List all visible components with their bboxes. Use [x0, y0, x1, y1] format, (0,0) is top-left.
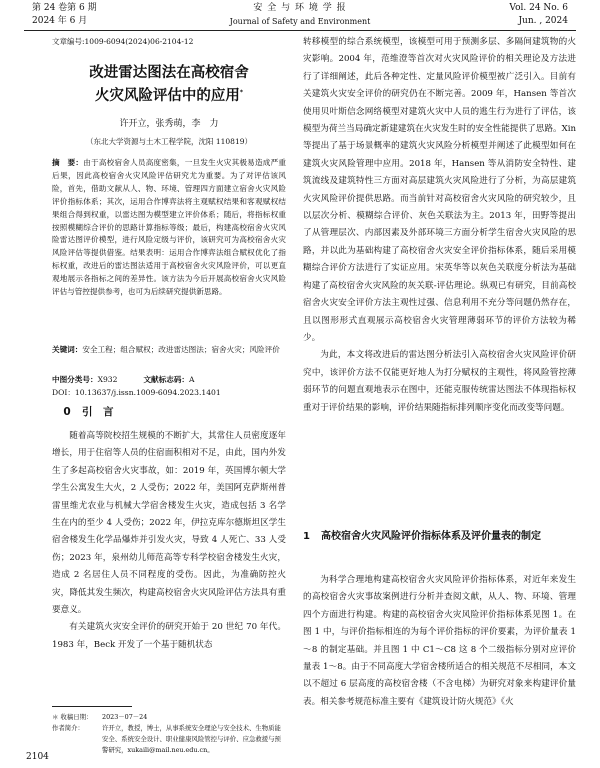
abstract [52, 157, 286, 299]
keywords-label: 关键词： [52, 345, 83, 354]
journal-volume-left: 第 24 卷第 6 期 2024 年 6 月 [32, 3, 97, 26]
right-column-body [303, 34, 576, 417]
paragraph: 转移模型的综合系统模型，该模型可用于预测多层、多隔间建筑物的火灾影响。2004 年，范维澄等首次对火灾风险评价的相关理论及方法进行了详细阐述，此后各种定性、定量风险评价模型被广泛引入。目前有关建筑火灾安全评价的研究仍在不断完善。2009 年，Hansen 等首次使用贝叶斯信念网络模型对建筑火灾中人员的逃生行为进行了评估，该模型为荷兰当局确定新建建筑在火灾发生时的安全性能提供了思路。Xin 等提出了基于场景概率的建筑火灾风险分析模型并阐述了此模型如何在建筑火灾风险管理中应用。2018 年，Hansen 等从消防安全特性、建筑流线及建筑特性三方面对高层建筑火灾风险进行了分析，为高层建筑火灾风险评价提供思路。而当前针对高校宿舍火灾风险的研究较少，且以层次分析、模糊综合评价、灰色关联法为主。2013 年，田野等提出了从管理层次、内部因素及外部环境三方面分析学生宿舍火灾风险的思路，并以此为基础构建了高校宿舍火灾安全评价指标体系，随后采用模糊综合评价方法进行了实证应用。宋英华等以灰色关联度分析法为基础构建了高校宿舍火灾风险的灰关联-评估理论。纵观已有研究，目前高校宿舍火灾安全评价方法主观性过强、信息利用不充分等问题仍然存在，且以图形形式直观展示高校宿舍火灾管理薄弱环节的评价方法较为稀少。 [303, 37, 576, 343]
title-footnote-mark: * [239, 89, 244, 97]
abstract-label: 摘 要： [52, 158, 84, 167]
article-number: 文章编号:1009-6094(2024)06-2104-12 [52, 37, 194, 46]
doi: DOI：10.13637/j.issn.1009-6094.2023.1401 [52, 388, 221, 397]
keywords [52, 344, 286, 357]
section-heading-1: 1 高校宿舍火灾风险评价指标体系及评价量表的制定 [303, 531, 541, 542]
keywords-text: 安全工程；组合赋权；改进雷达图法；宿舍火灾；风险评价 [82, 345, 280, 354]
header-rule [24, 30, 576, 31]
abstract-text: 由于高校宿舍人员高度密集，一旦发生火灾其极易造成严重后果，因此高校宿舍火灾风险评估研究尤为重要。为了对评估该风险，首先，借助文献从人、物、环境、管理四方面建立宿舍火灾风险评价指标体系；其次，运用合作博弈法将主观赋权结果和客观赋权结果组合得到权重，以雷达图为模型建立评价体系；随后，将指标权重按照模糊综合评价的思路计算指标等级；最后，构建高校宿舍火灾风险雷达图评价模型，进行风险定级与评价，该研究可为高校宿舍火灾风险评估等提供借鉴。结果表明：运用合作博弈法组合赋权优化了指标权重，改进后的雷达图法适用于高校宿舍火灾风险评价，可以更直观地展示各指标之间的差异性。该方法为今后开展高校宿舍火灾风险评估与管控提供参考，也可为后续研究提供新思路。 [52, 158, 287, 297]
paragraph: 有关建筑火灾安全评价的研究开始于 20 世纪 70 年代。1983 年，Beck 开发了一个基于随机状态 [52, 622, 286, 650]
classification: 中图分类号：X932 文献标志码：A [52, 375, 195, 384]
page-number: 2104 [26, 752, 49, 762]
journal-volume-right: Vol. 24 No. 6 Jun. , 2024 [509, 3, 568, 26]
affiliation: （东北大学资源与土木工程学院，沈阳 110819） [85, 137, 252, 146]
paragraph: 为此，本文将改进后的雷达图分析法引入高校宿舍火灾风险评价研究中，该评价方法不仅能更好地人为打分赋权的主观性，将风险管控薄弱环节的问题直观地表示在图中，还能克服传统雷达图法不体现指标权重对于评价结果的影响，评价结果随指标排列顺序变化而改变等问题。 [303, 350, 576, 413]
intro-body [52, 428, 286, 654]
running-header [24, 2, 576, 30]
journal-name: 安 全 与 环 境 学 报 Journal of Safety and Environment [229, 3, 371, 26]
footnote-rule [52, 706, 132, 707]
section-heading-intro: 0 引 言 [63, 406, 114, 418]
authors: 许开立，张秀萌，李 力 [119, 119, 219, 129]
section-1-body [303, 572, 576, 711]
paper-title: 改进雷达图法在高校宿舍 火灾风险评估中的应用* [89, 65, 249, 104]
paragraph: 为科学合理地构建高校宿舍火灾风险评价指标体系，对近年来发生的高校宿舍火灾事故案例进行分析并查阅文献，从人、物、环境、管理四个方面进行构建。构建的高校宿舍火灾风险评价指标体系见图 1。在图 1 中，与评价指标相连的为每个评价指标的评价要素，为评价量表 1～8 的制定基础。并且图 1 中 C1～C8 这 8 个二级指标分别对应评价量表 1～8。由于不同高度大学宿舍楼所适合的相关规范不尽相同，本文以不超过 6 层高度的高校宿舍楼（不含电梯）为研究对象来构建评价量表。相关参考规范标准主要有《建筑设计防火规范》《火 [303, 575, 576, 707]
paragraph: 随着高等院校招生规模的不断扩大，其常住人员密度逐年增长，用于住宿等人员的住宿面积相对不足，由此，国内外发生了多起高校宿舍火灾事故，如：2019 年，英国博尔顿大学学生公寓发生大火，2 人受伤；2022 年，美国阿克萨斯州普雷里维尤农业与机械大学宿舍楼发生火灾，造成包括 3 名学生在内的至少 4 人受伤；2022 年，伊拉克库尔德斯坦区学生宿舍楼发生化学品爆炸并引发火灾，导致 4 人死亡、33 人受伤；2023 年，泉州幼儿师范高等专科学校宿舍楼发生火灾，造成 2 名居住人员不同程度的受伤。因此，为准确防控火灾，降低其发生频次，构建高校宿舍火灾风险评估方法具有重要意义。 [52, 431, 286, 616]
footnote: ＊ 收稿日期： 2023－07－24 作者简介： 许开立，教授，博士，从事系统安全理论与安全技术、生物质能安全、系统安全设计、职业健康风险管控与评价、应急救援与预警研究，xukaili@mail.neu.edu.cn。 [52, 713, 281, 754]
